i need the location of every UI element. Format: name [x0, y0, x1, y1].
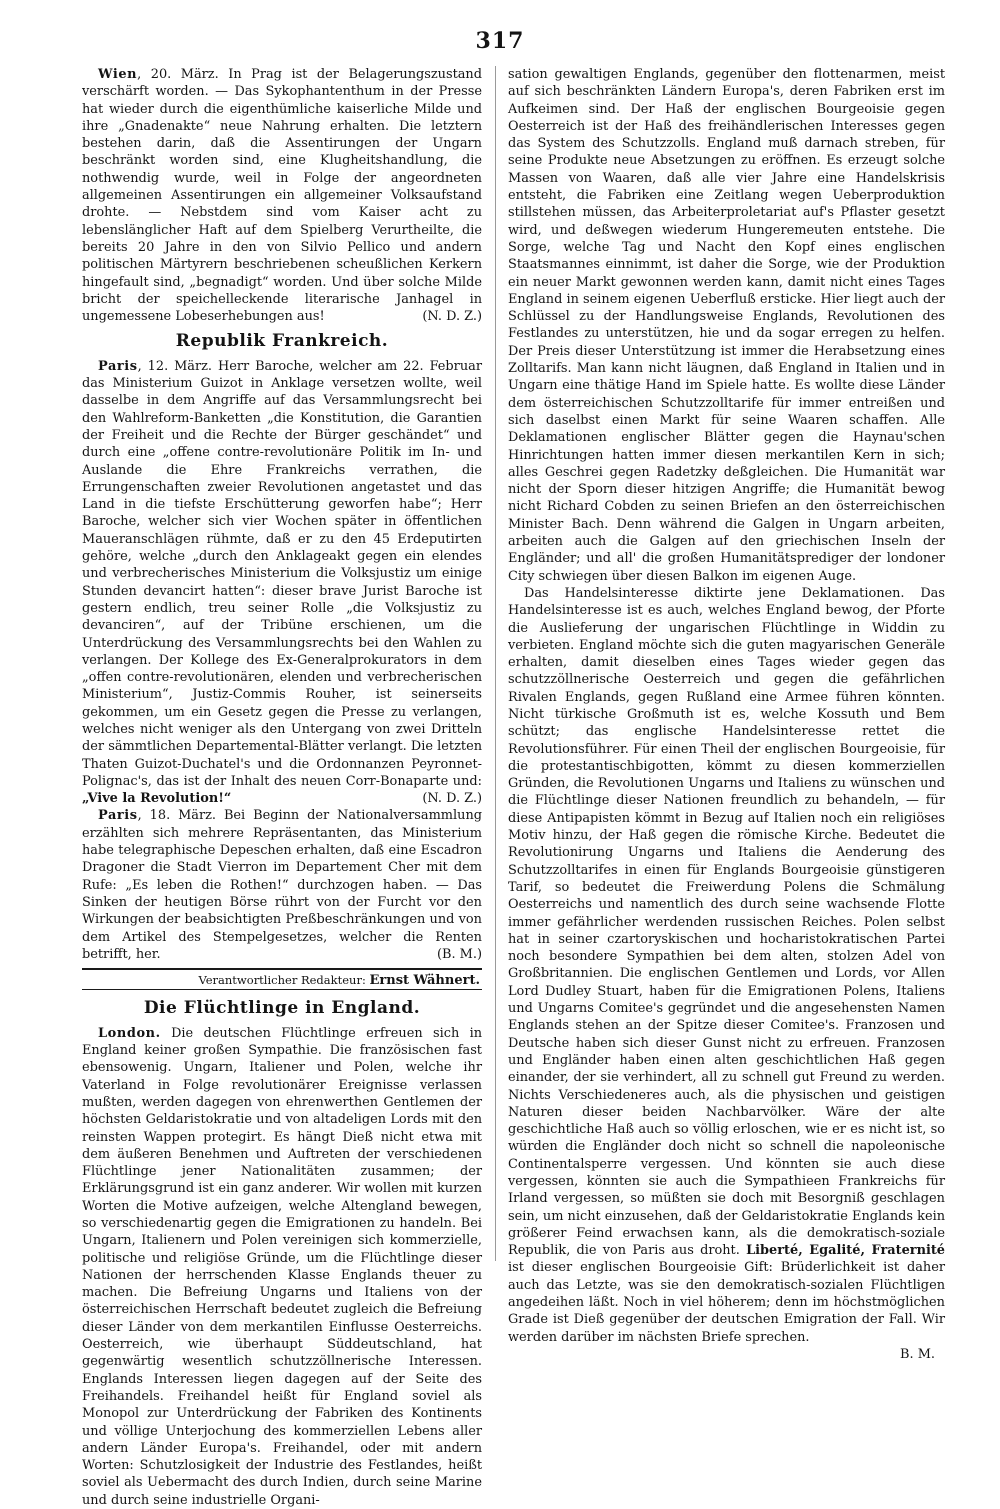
- place-london: London.: [98, 1025, 161, 1041]
- separator-rule: [82, 989, 482, 990]
- section-heading-fluechtlinge: Die Flüchtlinge in England.: [143, 998, 421, 1019]
- article-text: Herr Baroche, welcher am 22. Februar das Ministerium Guizot in Anklage versetzen wollte, weil dasselbe in dem Angriffe auf das Versammlungsrecht bei den Wahlreform-Banketten „die Konstitution, die Garantien der Freiheit und die Rechte der Bürger geschändet“ und durch eine „offene contre-revolutionäre Politik im In- und Auslande die Ehre Frankreichs verrathen, die Errungenschaften zweier Revolutionen angetastet und das Land in die tiefste Erschütterung geworfen habe“; Herr Baroche, welcher sich vier Wochen später in öffentlichen Maueranschlägen rühmte, daß er zu den 45 Erdeputirten gehöre, welche „durch den Anklageakt gegen ein elendes und verbrecherisches Ministerium die Volksjustiz um einige Stunden devancirt hatten“: dieser brave Jurist Baroche ist gestern endlich, treu seiner Rolle „die Volksjustiz zu devanciren“, auf der Tribüne erschienen, um die Unterdrückung des Versammlungsrechts bei den Wahlen zu verlangen. Der Kollege des Ex-Generalprokurators in dem „offen contre-revolutionären, elenden und verbrecherischen Ministerium“, Justiz-Commis Rouher, ist seinerseits gekommen, um ein Gesetz gegen die Presse zu verlangen, welches nicht weniger als den Untergang von zwei Dritteln der sämmtlichen Departemental-Blätter verlangt. Die letzten Thaten Guizot-Duchatel's und die Ordonnanzen Peyronnet-Polignac's, das ist der Inhalt des neuen Corr-Bonaparte und:: [82, 358, 482, 789]
- article-text: Bei Beginn der Nationalversammlung erzählten sich mehrere Repräsentanten, das Ministerium habe telegraphische Depeschen erhalten, daß eine Escadron Dragoner die Stadt Vierron im Departement Cher mit dem Rufe: „Es leben die Rothen!“ durchzogen haben. — Das Sinken der heutigen Börse rührt von der Furcht vor den Wirkungen der beabsichtigten Preßbeschränkungen und von dem Artikel des Stempelgesetzes, welcher die Renten betrifft, her.: [82, 808, 482, 962]
- column-divider: [495, 66, 496, 1261]
- place-paris: Paris: [98, 358, 138, 374]
- article-text: Die deutschen Flüchtlinge erfreuen sich in England keiner großen Sympathie. Die französischen fast ebensowenig. Ungarn, Italiener und Polen, welche ihr Vaterland in Folge revolutionärer Ereignisse verlassen mußten, werden dagegen von ehrenwerthen Gentlemen der höchsten Geldaristokratie und von altadeligen Lords mit den reinsten Wappen protegirt. Es hängt Dieß nicht etwa mit dem äußeren Benehmen und Auftreten der verschiedenen Flüchtlinge jener Nationalitäten zusammen; der Erklärungsgrund ist ein ganz anderer. Wir wollen mit kurzen Worten die Motive aufzeigen, welche Altengland bewegen, so verschiedenartig gegen die Emigrationen zu handeln. Bei Ungarn, Italienern und Polen vereinigen sich kommerzielle, politische und religiöse Gründe, um die Flüchtlinge dieser Nationen der herrschenden Klasse Englands theuer zu machen. Die Befreiung Ungarns und Italiens von der österreichischen Herrschaft bedeutet zugleich die Befreiung dieser Länder von dem merkantilen Einflusse Oesterreichs. Oesterreich, wie überhaupt Süddeutschland, hat gegenwärtig wesentlich schutzzöllnerische Interessen. Englands Interessen liegen dagegen auf der Seite des Freihandels. Freihandel heißt für England soviel als Monopol zur Unterdrückung der Fabriken des Kontinents und völlige Unterjochung des kommerziellen Lebens aller andern Länder Europa's. Freihandel, oder mit andern Worten: Schutzlosigkeit der Industrie des Festlandes, heißt soviel als Uebermacht des durch Indien, durch seine Marine und durch seine industrielle Organi-: [82, 1025, 482, 1508]
- article-signature: B. M.: [900, 1346, 935, 1362]
- editor-name: Ernst Wähnert.: [369, 973, 480, 989]
- article-paris-18: [82, 807, 482, 963]
- article-paris-12: [82, 358, 482, 808]
- article-text: Das Handelsinteresse diktirte jene Deklamationen. Das Handelsinteresse ist es auch, welches England bewog, der Pforte die Auslieferung der ungarischen Flüchtlinge in Widdin zu verbieten. England möchte sich die guten magyarischen Generäle erhalten, damit dieselben eines Tages wieder gegen das schutzzöllnerische Oesterreich und gegen die gefährlichen Rivalen Englands, gegen Rußland eine Armee führen könnten. Nicht türkische Großmuth ist es, welche Kossuth und Bem schützt; das englische Handelsinteresse rettet die Revolutionsführer. Für einen Theil der englischen Bourgeoisie, für die protestantischbigotten, kömmt zu diesen kommerziellen Gründen, die Revolutionen Ungarns und Italiens zu wünschen und die Flüchtlinge dieser Nationen freundlich zu behandeln, — für diese Antipapisten kömmt in Bezug auf Italien noch ein religiöses Motiv hinzu, der Haß gegen die römische Kirche. Bedeutet die Revolutionirung Ungarns und Italiens die Aenderung des Schutzzolltarifes in einen für Englands Bourgeoisie günstigeren Tarif, so bedeutet die Freiwerdung Polens die Schmälung Oesterreichs und namentlich des durch seine wachsende Flotte immer gefährlicher werdenden russischen Reiches. Polen selbst hat in seiner czartoryskischen und hocharistokratischen Partei noch besondere Sympathien bei dem alten, stolzen Adel von Großbritannien. Die englischen Gentlemen und Lords, vor Allen Lord Dudley Stuart, haben für die Emigrationen Polens, Italiens und Ungarns Comitee's gegründet und die angesehensten Namen Englands stehen an der Spitze dieser Comitee's. Franzosen und Deutsche haben sich dieser Gunst nicht zu erfreuen. Franzosen und Engländer haben einen alten geschichtlichen Haß gegen einander, der sie verhindert, all zu schnell gut Freund zu werden. Nichts Verschiedeneres auch, als die physischen und geistigen Naturen dieser beiden Nachbarvölker. Wäre der alte geschichtliche Haß auch so völlig erloschen, wie er es nicht ist, so würden die Engländer doch nicht so schnell die napoleonische Continentalsperre vergessen. Und könnten sie auch diese vergessen, könnten sie auch die Sympathieen Frankreichs für Irland vergessen, so müßten sie doch mit Besorgniß geschlagen sein, um nicht einzusehen, daß der Geldaristokratie Englands kein größerer Feind erwachsen kann, als die demokratisch-soziale Republik, die von Paris aus droht.: [508, 585, 945, 1259]
- article-signature: (B. M.): [436, 946, 482, 962]
- dateline-paris: , 18. März.: [137, 808, 217, 824]
- place-wien: Wien: [98, 67, 138, 82]
- article-signature: (N. D. Z.): [422, 309, 482, 325]
- place-paris: Paris: [98, 808, 138, 824]
- section-heading-republik: Republik Frankreich.: [175, 331, 389, 352]
- vive-la-revolution: „Vive la Revolution!“: [82, 791, 232, 807]
- article-continuation: sation gewaltigen Englands, gegenüber den flottenarmen, meist auf sich beschränkten Ländern Europa's, deren Fabriken erst im Aufkeimen sind. Der Haß der englischen Bourgeoisie gegen Oesterreich ist der Haß des freihändlerischen Interesses gegen das System des Schutzzolls. England muß darnach streben, für seine Produkte neue Absetzungen zu eröffnen. Es erzeugt solche Massen von Waaren, daß alle vier Jahre eine Handelskrisis entsteht, die Fabriken eine Zeitlang wegen Ueberproduktion stillstehen müssen, das Arbeiterproletariat auf's Pflaster gesetzt wird, und deßwegen wiederum Hungeremeuten entstehe. Die Sorge, welche Tag und Nacht den Kopf eines englischen Staatsmannes einnimmt, ist daher die Sorge, wie der Produktion ein neuer Markt gewonnen werden kann, damit nicht eines Tages England in seinem eigenen Ueberfluß ersticke. Hier liegt auch der Schlüssel zu der Handlungsweise Englands, Revolutionen des Festlandes zu unterstützen, hie und da sogar erregen zu helfen. Der Preis dieser Unterstützung ist immer die Herabsetzung eines Zolltarifs. Man kann nicht läugnen, daß England in Italien und in Ungarn eine thätige Hand im Spiele hatte. Es wollte diese Länder dem österreichischen Schutzzolltarife für immer entreißen und sich daselbst einen Markt für seine Waaren schaffen. Alle Deklamationen englischer Blätter gegen die Haynau'schen Hinrichtungen hatten immer diesen merkantilen Kern in sich; alles Geschrei gegen Radetzky deßgleichen. Die Humanität war nicht der Sporn dieser hitzigen Angriffe; die Humanität bewog nicht Richard Cobden zu seinen Briefen an den österreichischen Minister Bach. Denn während die Galgen in Ungarn arbeiten, arbeiten auch die Galgen auf den griechischen Inseln der Engländer; und all' die großen Humanitätsprediger der londoner City schwiegen über diesen Balkon im eigenen Auge.: [508, 67, 945, 584]
- dateline-paris: , 12. März.: [137, 358, 213, 374]
- article-text: In Prag ist der Belagerungszustand verschärft worden. — Das Sykophantenthum in der Presse hat wieder durch die eigenthümliche kaiserliche Milde und ihre „Gnadenakte“ neue Nahrung erhalten. Die letztern bestehen darin, daß die Assentirungen der Ungarn beschränkt worden sind, eine Klugheitshandlung, die nothwendig wurde, weil in Folge der angeordneten allgemeinen Assentirungen ein allgemeiner Volksaufstand drohte. — Nebstdem sind vom Kaiser acht zu lebenslänglicher Haft auf dem Spielberg Verurtheilte, die bereits 20 Jahre in den von Silvio Pellico und andern politischen Märtyrern beschriebenen scheußlichen Kerkern hingefault sind, „begnadigt“ worden. Und über solche Milde bricht der speichelleckende literarische Janhagel in ungemessene Lobeserhebungen aus!: [82, 67, 482, 325]
- article-signature: (N. D. Z.): [422, 791, 482, 807]
- responsible-editor: [82, 972, 482, 989]
- motto: Liberté, Egalité, Fraternité: [746, 1243, 945, 1259]
- article-london: [82, 1025, 482, 1509]
- dateline-wien: , 20. März.: [137, 67, 219, 82]
- article-wien: [82, 66, 482, 325]
- article-paragraph: [508, 585, 945, 1363]
- page-number: 317: [475, 28, 525, 54]
- article-text: ist dieser englischen Bourgeoisie Gift: Brüderlichkeit ist daher auch das Letzte, was sie den demokratisch-sozialen Flüchtligen angedeihen läßt. Noch in viel höherem; denn im höchstmöglichen Grade ist Dieß gegenüber der deutschen Emigration der Fall. Wir werden darüber im nächsten Briefe sprechen.: [508, 1260, 945, 1345]
- left-column: [82, 66, 482, 1509]
- editor-label: Verantwortlicher Redakteur:: [198, 973, 366, 988]
- separator-rule: [82, 968, 482, 970]
- right-column: [508, 66, 945, 1363]
